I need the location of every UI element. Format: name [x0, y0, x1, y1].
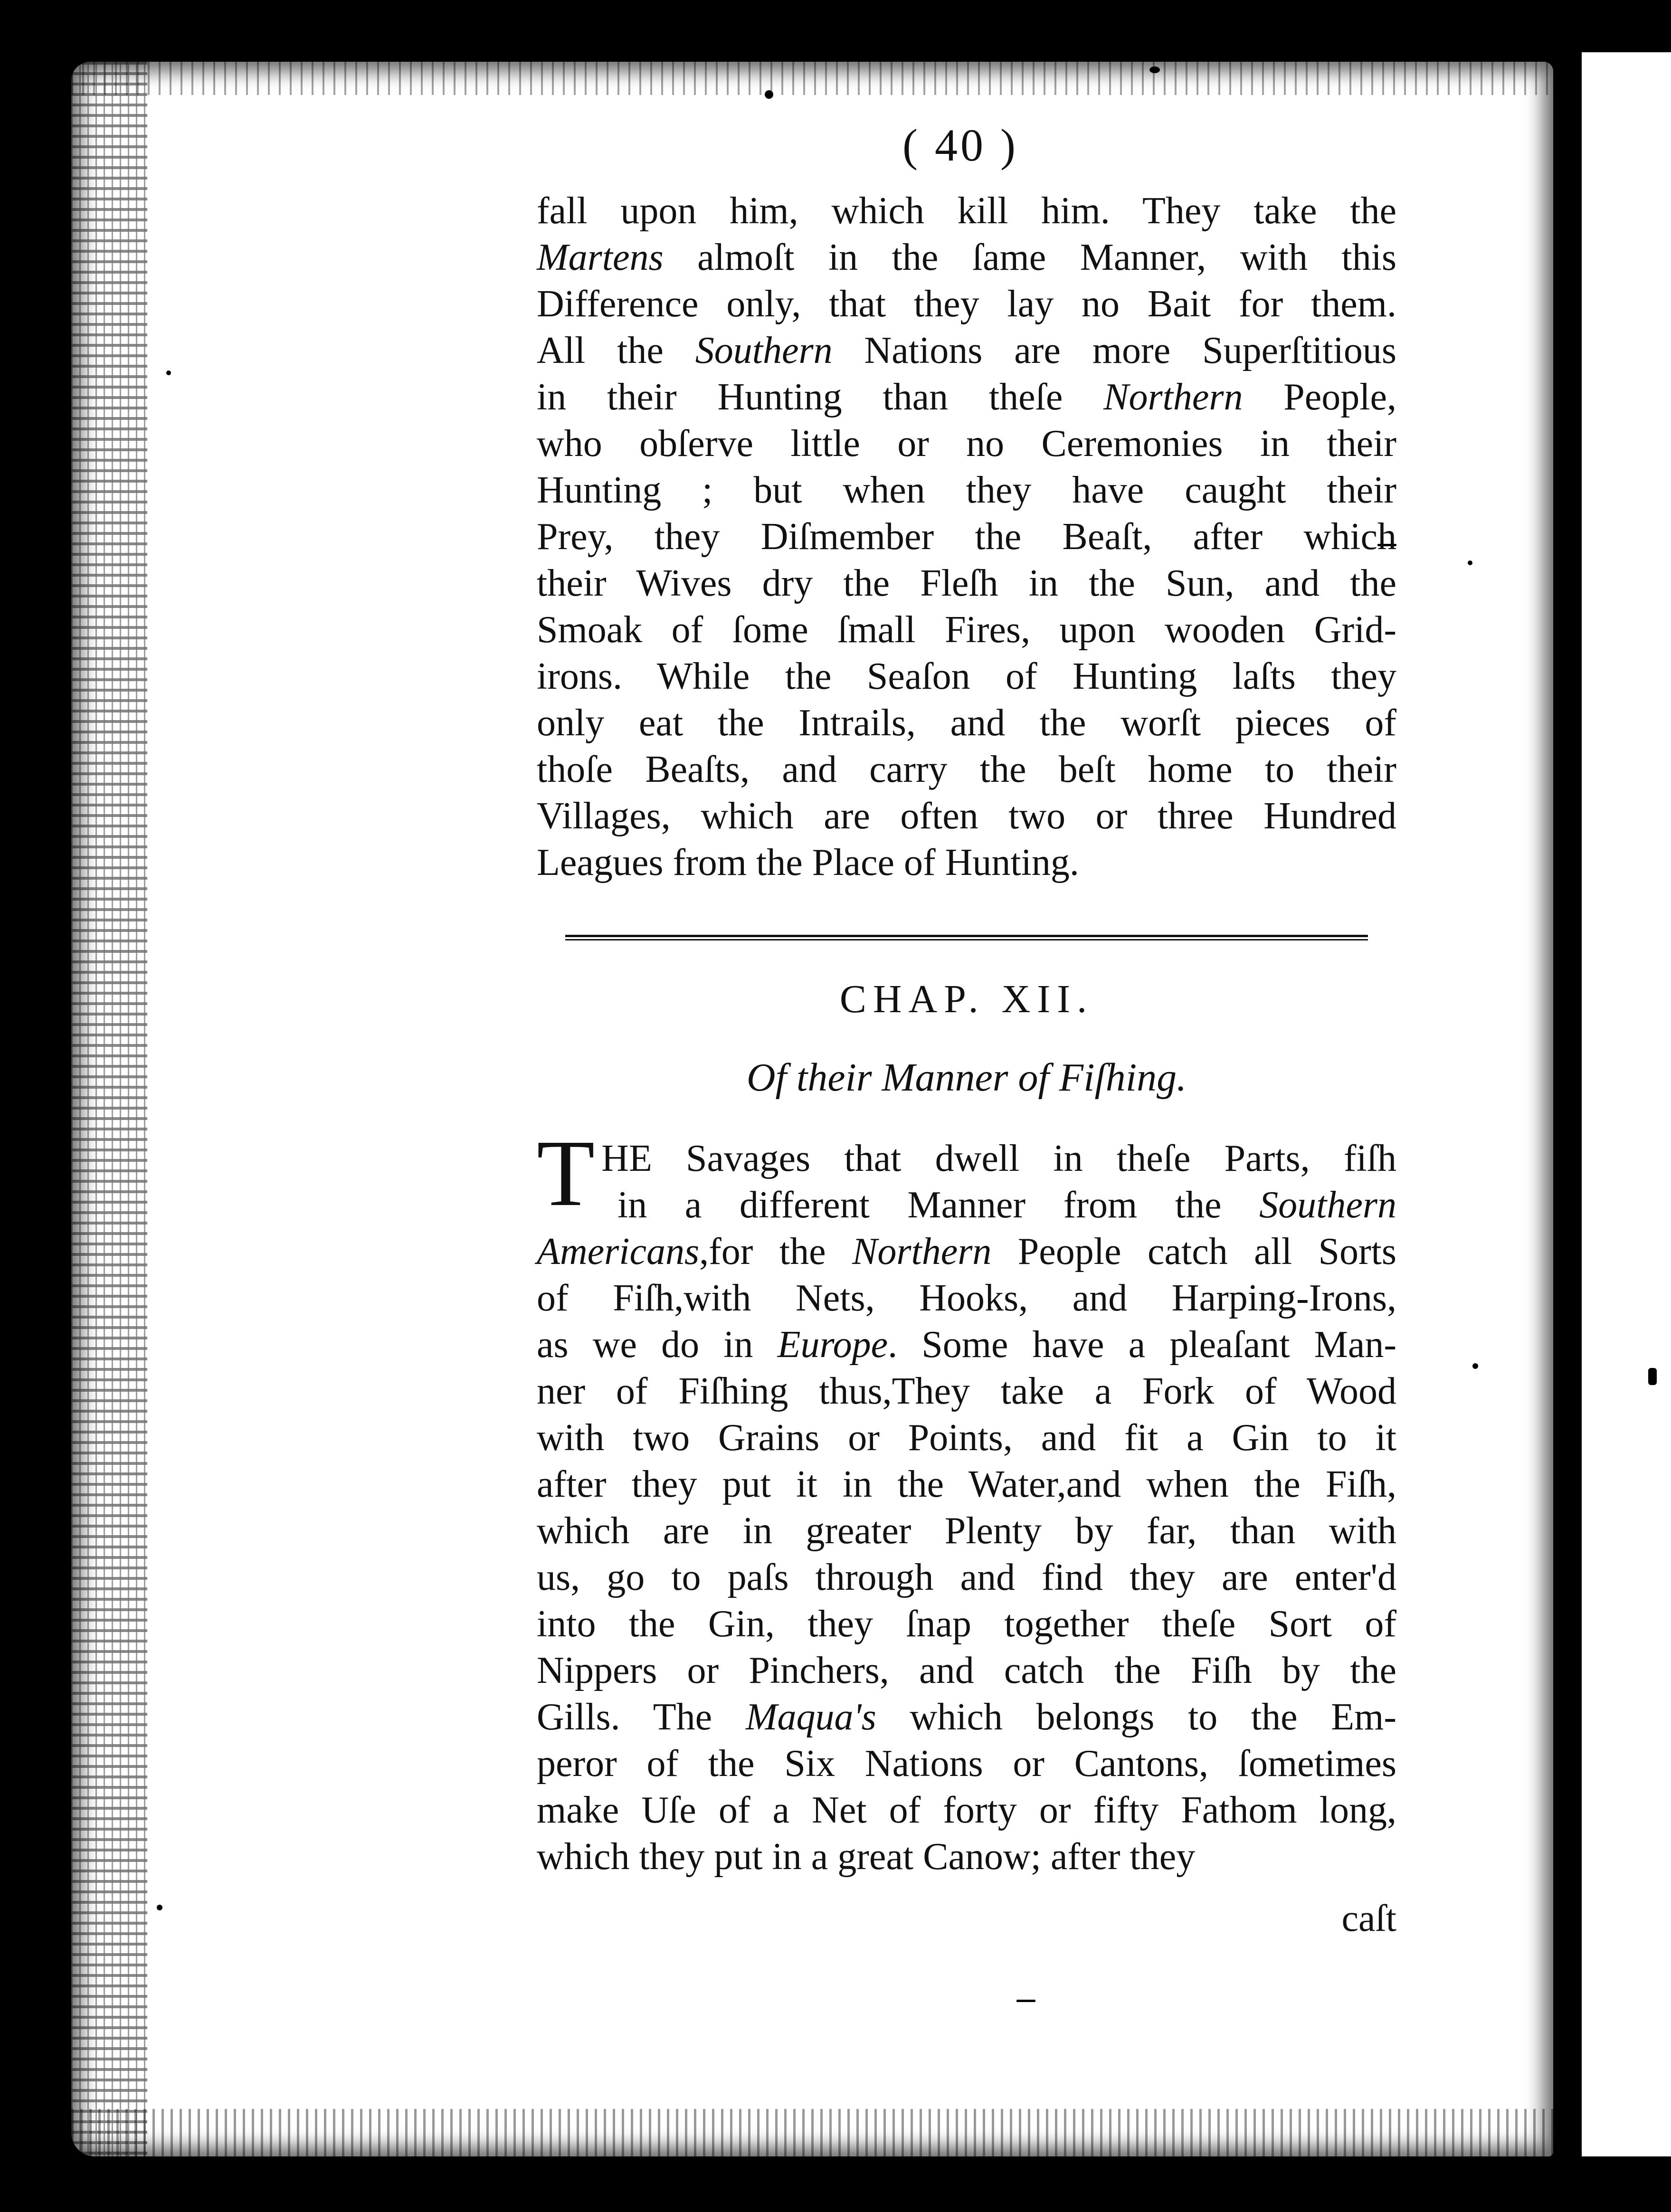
text-span: People, — [1243, 376, 1396, 418]
italic-text-span: Maqua's — [745, 1696, 876, 1738]
text-span: Nations are more Superſtitious — [832, 330, 1396, 371]
text-span: Villages, which are often two or three Hundred — [537, 795, 1396, 837]
text-span: into the Gin, they ſnap together theſe Sort of — [537, 1603, 1396, 1645]
text-span: with two Grains or Points, and fit a Gin to it — [537, 1417, 1396, 1459]
text-line — [537, 467, 1396, 513]
chapter-divider-rule — [565, 935, 1368, 940]
text-line — [537, 1694, 1396, 1740]
text-line — [537, 607, 1396, 653]
text-span: only eat the Intrails, and the worſt pieces of — [537, 702, 1396, 744]
text-line — [537, 1647, 1396, 1694]
text-line — [537, 1135, 1396, 1182]
text-line — [537, 1275, 1396, 1321]
text-line — [537, 1508, 1396, 1554]
text-span: in their Hunting than theſe — [537, 376, 1104, 418]
text-line — [537, 1833, 1396, 1880]
text-span: Prey, they Diſmember the Beaſt, after which — [537, 516, 1396, 558]
text-line — [537, 560, 1396, 607]
text-line — [537, 1740, 1396, 1787]
text-span: Gills. The — [537, 1696, 746, 1738]
text-span: Leagues from the Place of Hunting. — [537, 842, 1079, 883]
text-span: who obſerve little or no Ceremonies in their — [537, 423, 1396, 465]
chapter-title: CHAP. XII. — [839, 977, 1094, 1021]
text-span: thoſe Beaſts, and carry the beſt home to their — [537, 749, 1396, 790]
text-span: make Uſe of a Net of forty or fifty Fathom long, — [537, 1789, 1396, 1831]
text-span: All the — [537, 330, 695, 371]
text-span: Hunting ; but when they have caught their — [537, 469, 1396, 511]
text-line — [537, 1228, 1396, 1275]
text-span: which are in greater Plenty by far, than with — [537, 1510, 1396, 1552]
text-line — [537, 793, 1396, 839]
text-span: after they put it in the Water,and when the Fiſh, — [537, 1463, 1396, 1505]
italic-text-span: Northern — [1103, 376, 1243, 418]
text-span: which belongs to the Em- — [876, 1696, 1396, 1738]
text-span: ,for the — [699, 1231, 853, 1272]
text-line — [537, 327, 1396, 374]
text-line — [537, 1415, 1396, 1461]
chapter-subtitle: Of their Manner of Fiſhing. — [746, 1055, 1187, 1100]
text-span: in a different Manner from the — [617, 1184, 1260, 1226]
italic-text-span: Martens — [537, 237, 664, 278]
text-line — [537, 1461, 1396, 1508]
text-line — [537, 420, 1396, 467]
text-line — [537, 1368, 1396, 1415]
page-number: ( 40 ) — [902, 120, 1018, 171]
catchword: caſt — [1341, 1898, 1396, 1939]
text-line — [537, 746, 1396, 793]
text-span: . Some have a pleaſant Man- — [888, 1324, 1396, 1366]
italic-text-span: Northern — [852, 1231, 992, 1272]
text-span: of Fiſh,with Nets, Hooks, and Harping-Irons, — [537, 1277, 1396, 1319]
text-span: peror of the Six Nations or Cantons, ſometimes — [537, 1743, 1396, 1785]
text-line — [537, 374, 1396, 420]
text-line — [537, 1182, 1396, 1228]
text-line — [537, 1601, 1396, 1647]
text-span: which they put in a great Canow; after they — [537, 1836, 1196, 1878]
text-span: ner of Fiſhing thus,They take a Fork of Wood — [537, 1370, 1396, 1412]
text-span: HE Savages that dwell in theſe Parts, fiſh — [601, 1138, 1396, 1179]
text-line — [537, 1554, 1396, 1601]
text-line — [537, 188, 1396, 234]
page-bottom-edge-noise — [71, 2109, 1553, 2161]
text-line — [537, 1321, 1396, 1368]
text-line — [537, 653, 1396, 700]
text-span: their Wives dry the Fleſh in the Sun, and the — [537, 562, 1396, 604]
italic-text-span: Americans — [537, 1231, 700, 1272]
text-span: Smoak of ſome ſmall Fires, upon wooden Grid- — [537, 609, 1396, 651]
page-left-edge-noise — [71, 62, 147, 2156]
body-text-section-1 — [537, 188, 1396, 886]
text-line — [537, 513, 1396, 560]
catchword-line — [537, 1895, 1396, 1942]
drop-cap: T — [537, 1121, 595, 1226]
page-top-edge-noise — [71, 62, 1553, 95]
text-line — [537, 1787, 1396, 1833]
body-text-section-2 — [537, 1121, 1396, 1880]
text-line — [537, 839, 1396, 886]
text-span: Nippers or Pinchers, and catch the Fiſh by the — [537, 1650, 1396, 1691]
text-span: Difference only, that they lay no Bait for them. — [537, 283, 1396, 325]
text-span: People catch all Sorts — [991, 1231, 1396, 1272]
text-line — [537, 700, 1396, 746]
text-line — [537, 234, 1396, 281]
text-span: as we do in — [537, 1324, 778, 1366]
text-span: fall upon him, which kill him. They take the — [537, 190, 1396, 232]
adjacent-page-edge — [1563, 52, 1671, 2156]
text-span: us, go to paſs through and find they are enter'd — [537, 1557, 1396, 1598]
text-span: irons. While the Seaſon of Hunting laſts they — [537, 655, 1396, 697]
italic-text-span: Europe — [777, 1324, 888, 1366]
text-span: almoſt in the ſame Manner, with this — [663, 237, 1396, 278]
text-line — [537, 281, 1396, 327]
italic-text-span: Southern — [695, 330, 833, 371]
italic-text-span: Southern — [1259, 1184, 1396, 1226]
